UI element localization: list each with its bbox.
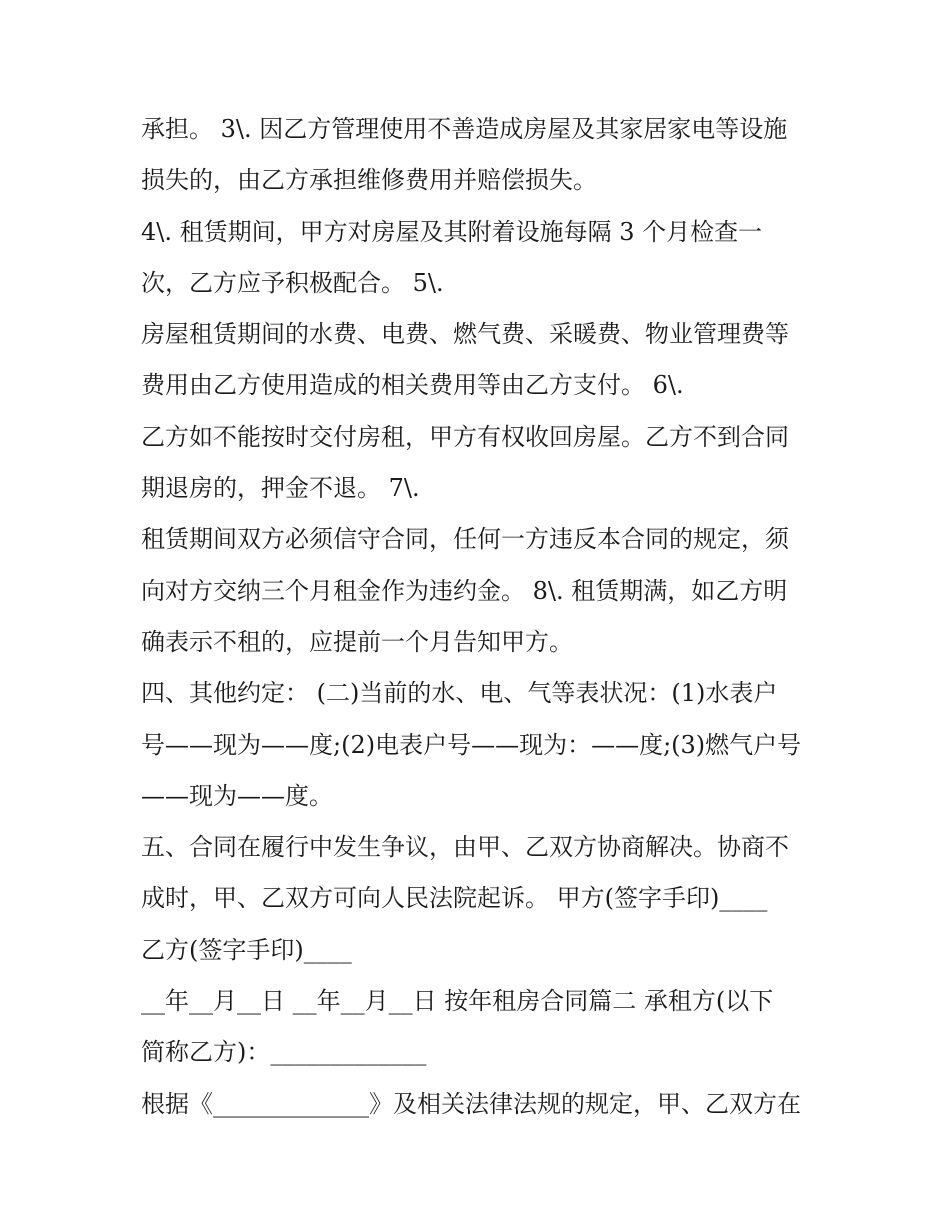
text-line: __年__月__日 __年__月__日 按年租房合同篇二 承租方(以下 <box>141 987 774 1016</box>
text-line: 五、合同在履行中发生争议，由甲、乙双方协商解决。协商不 <box>141 833 789 862</box>
text-line: 损失的，由乙方承担维修费用并赔偿损失。 <box>141 166 597 195</box>
text-line: 乙方(签字手印)____ <box>141 935 352 964</box>
text-line: 号——现为——度;(2)电表户号——现为：——度;(3)燃气户号 <box>141 730 802 759</box>
text-line: 次，乙方应予积极配合。 5\. <box>141 268 444 297</box>
text-line: 4\. 租赁期间，甲方对房屋及其附着设施每隔 3 个月检查一 <box>141 217 763 246</box>
text-line: 房屋租赁期间的水费、电费、燃气费、采暖费、物业管理费等 <box>141 320 789 349</box>
text-line: 简称乙方)：_____________ <box>141 1038 427 1067</box>
text-line: 成时，甲、乙双方可向人民法院起诉。 甲方(签字手印)____ <box>141 884 768 913</box>
text-line: 租赁期间双方必须信守合同，任何一方违反本合同的规定，须 <box>141 525 789 554</box>
text-line: 向对方交纳三个月租金作为违约金。 8\. 租赁期满，如乙方明 <box>141 576 788 605</box>
document-body <box>141 104 821 1130</box>
text-line: 期退房的，押金不退。 7\. <box>141 474 420 503</box>
text-line: 四、其他约定： (二)当前的水、电、气等表状况：(1)水表户 <box>141 679 778 708</box>
text-line: 根据《_____________》及相关法律法规的规定，甲、乙双方在 <box>141 1089 801 1118</box>
text-line: 乙方如不能按时交付房租，甲方有权收回房屋。乙方不到合同 <box>141 422 789 451</box>
text-line: 确表示不租的，应提前一个月告知甲方。 <box>141 627 573 656</box>
text-line: ——现为——度。 <box>141 781 333 810</box>
text-line: 承担。 3\. 因乙方管理使用不善造成房屋及其家居家电等设施 <box>141 115 788 143</box>
text-line: 费用由乙方使用造成的相关费用等由乙方支付。 6\. <box>141 371 684 400</box>
